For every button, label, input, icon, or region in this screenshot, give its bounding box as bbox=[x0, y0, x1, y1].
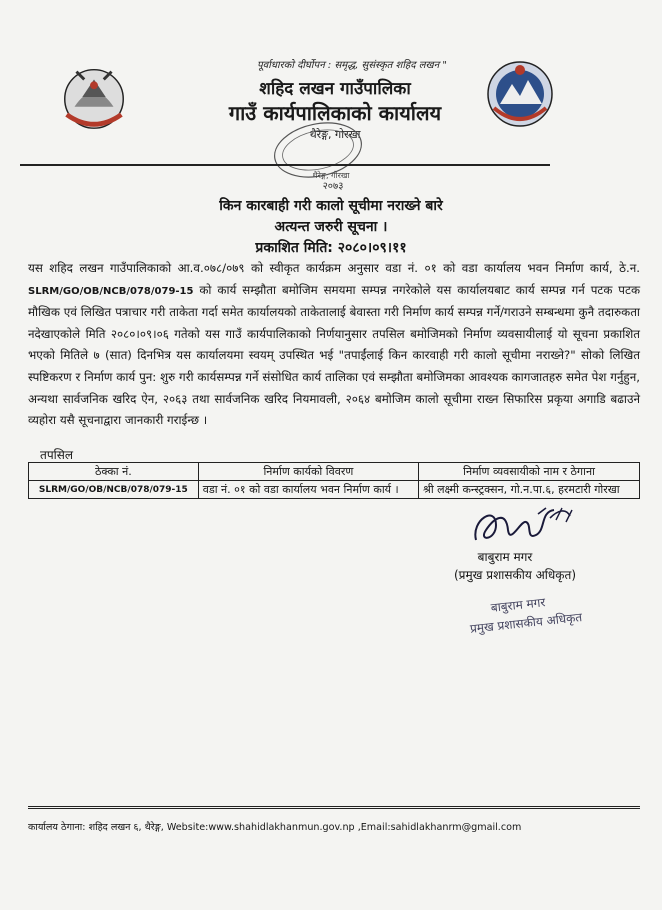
body-part-2: को कार्य सम्झौता बमोजिम समयमा सम्पन्न नगरेकोले यस कार्यालयबाट कार्य सम्पन्न गर्न पटक पटक मौखिक एवं लिखित पत्राचार गरी ताकेता गर्दा समेत कार्यालयको ताकेतालाई बेवास्ता गरी निर्माण कार्य सम्पन्न गर्ने/गराउने सम्बन्धमा कुनै तदारुकता नदेखाएकोले मिति २०८०।०९।०६ गतेको यस गाउँ कार्यपालिकाको निर्णयानुसार तपसिल बमोजिमको निर्माण व्यवसायीलाई यो सूचना प्रकाशित भएको मितिले ७ (सात) दिनभित्र यस कार्यालयमा स्वयम् उपस्थित भई "तपाईंलाई किन कारवाही गरी कालो सूचीमा नराख्ने?" सोको लिखित स्पष्टिकरण र निर्माण कार्य पुन: शुरु गरी कार्यसम्पन्न गर्ने संसोधित कार्य तालिका एवं सम्झौता बमोजिमका आवश्यक कागजातहरु समेत पेश गर्नुहुन, अन्यथा सार्वजनिक खरिद ऐन, २०६३ तथा सार्वजनिक खरिद नियमावली, २०६४ बमोजिम कालो सूचीमा राख्न सिफारिस प्रकृया अगाडि बढाउने व्यहोरा यसै सूचनाद्वारा जानकारी गराईन्छ । bbox=[28, 282, 641, 428]
schedule-table bbox=[28, 462, 640, 499]
table-row bbox=[29, 481, 640, 499]
published-label: प्रकाशित मिति: bbox=[255, 240, 333, 256]
office-name: गाउँ कार्यपालिकाको कार्यालय bbox=[228, 101, 442, 125]
header-divider bbox=[20, 164, 550, 166]
stamp-year: २०७३ bbox=[322, 181, 344, 192]
column-header: निर्माण कार्यको विवरण bbox=[198, 463, 418, 481]
published-date: २०८०।०९।११ bbox=[337, 240, 407, 256]
contract-number: SLRM/GO/OB/NCB/078/079-15 bbox=[28, 285, 194, 297]
published-date-line bbox=[40, 238, 622, 257]
footer-divider bbox=[28, 806, 640, 809]
column-header: निर्माण व्यवसायीको नाम र ठेगाना bbox=[419, 463, 640, 481]
organization-name: शहिद लखन गाउँपालिका bbox=[259, 79, 411, 99]
footer-contact: कार्यालय ठेगाना: शहिद लखन ६, थैरेङ्ग, Website:www.shahidlakhanmun.gov.np ,Email:sahidlakhanrm@gmail.com bbox=[28, 822, 522, 833]
column-header: ठेक्का नं. bbox=[29, 463, 199, 481]
schedule-label: तपसिल bbox=[40, 448, 74, 462]
notice-body bbox=[28, 258, 640, 432]
signatory-stamp-title: प्रमुख प्रशासकीय अधिकृत bbox=[469, 610, 583, 636]
signatory-stamp-name: बाबुराम मगर bbox=[490, 595, 546, 615]
notice-subtitle: अत्यन्त जरुरी सूचना । bbox=[274, 219, 388, 235]
signatory-name: बाबुराम मगर bbox=[477, 550, 533, 564]
notice-title: किन कारबाही गरी कालो सूचीमा नराख्ने बारे bbox=[219, 198, 443, 214]
stamp-place: थैरेङ्ग, गोरखा bbox=[312, 171, 350, 180]
motto: पूर्वाधारको दीर्घोपन : समृद्ध, सुसंस्कृत शहिद लखन " bbox=[257, 60, 447, 71]
signatory-title: (प्रमुख प्रशासकीय अधिकृत) bbox=[453, 568, 577, 582]
nepal-emblem-icon bbox=[55, 58, 133, 136]
contract-number-cell: SLRM/GO/OB/NCB/078/079-15 bbox=[29, 481, 199, 499]
body-part-1: यस शहिद लखन गाउँपालिकाको आ.व.०७८/०७९ को स्वीकृत कार्यक्रम अनुसार वडा नं. ०१ को वडा कार्यालय भवन निर्माण कार्य, ठे.न. bbox=[28, 261, 640, 275]
municipality-emblem-icon bbox=[484, 58, 556, 130]
work-description-cell: वडा नं. ०१ को वडा कार्यालय भवन निर्माण कार्य । bbox=[198, 481, 418, 499]
office-address: थैरेङ्ग, गोरखा bbox=[309, 128, 361, 141]
table-header-row bbox=[29, 463, 640, 481]
contractor-cell: श्री लक्ष्मी कन्स्ट्रक्सन, गो.न.पा.६, हरमटारी गोरखा bbox=[419, 481, 640, 499]
